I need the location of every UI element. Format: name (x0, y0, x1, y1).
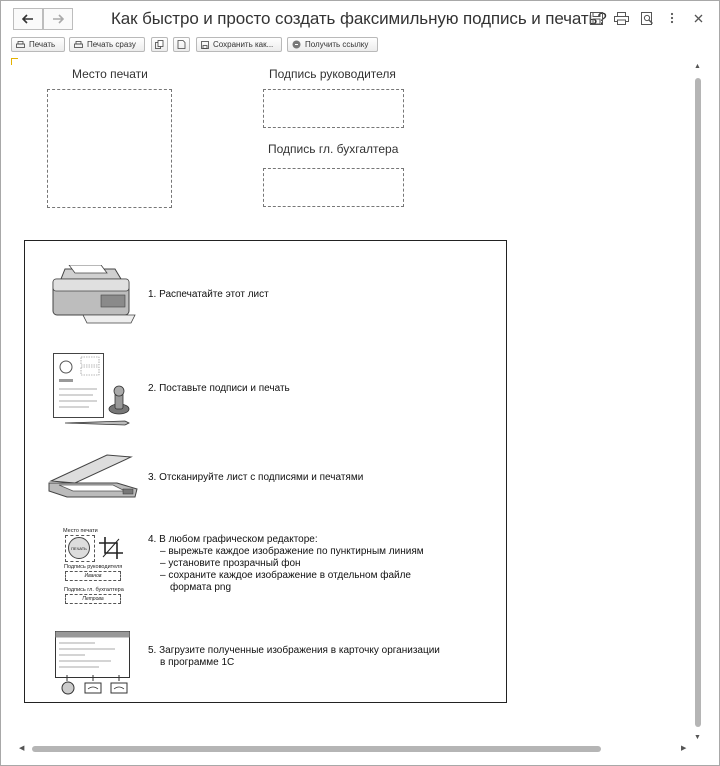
get-link-label: Получить ссылку (305, 40, 369, 49)
back-button[interactable] (13, 8, 43, 30)
horizontal-scroll-thumb[interactable] (32, 746, 601, 752)
copy-button[interactable] (151, 37, 168, 52)
step-5-text (148, 645, 440, 669)
illustration-accountant-caption: Подпись гл. бухгалтера (64, 587, 124, 593)
close-button[interactable] (690, 10, 706, 26)
scroll-right-arrow-icon[interactable]: ▶ (681, 745, 687, 752)
director-signature-placeholder (263, 89, 404, 128)
print-button-label: Печать (29, 40, 56, 49)
window-title: Как быстро и просто создать факсимильную подпись и печать? (111, 9, 607, 28)
illustration-stamp-seal (68, 537, 90, 559)
active-cell-marker (11, 58, 18, 65)
step-4-item: – установите прозрачный фон (160, 558, 301, 569)
page-icon (177, 40, 186, 49)
step-1-text: 1. Распечатайте этот лист (148, 289, 269, 300)
more-menu-button[interactable] (664, 10, 680, 26)
scanner-illustration-icon (47, 453, 139, 501)
arrow-left-icon (22, 14, 34, 24)
step-4-item: формата png (170, 582, 232, 593)
crop-tool-icon (99, 537, 123, 559)
director-signature-label: Подпись руководителя (269, 67, 396, 81)
step-4-item: – вырежьте каждое изображение по пунктирным линиям (160, 546, 424, 557)
save-as-label: Сохранить как... (213, 40, 274, 49)
print-icon-button[interactable] (613, 10, 629, 26)
close-icon (694, 14, 703, 23)
step-5-line-2: в программе 1С (160, 657, 235, 668)
page-settings-button[interactable] (173, 37, 190, 52)
more-vertical-icon (670, 12, 674, 24)
print-immediately-label: Печать сразу (87, 40, 136, 49)
forward-button[interactable] (43, 8, 73, 30)
stamp-place-label: Место печати (72, 67, 148, 81)
vertical-scroll-thumb[interactable] (695, 78, 701, 727)
save-as-button[interactable] (196, 37, 282, 52)
arrow-right-icon (52, 14, 64, 24)
magnifier-page-icon (641, 12, 654, 25)
printer-icon (16, 41, 25, 49)
scroll-up-arrow-icon[interactable]: ▲ (694, 63, 701, 70)
printer-illustration-icon (49, 265, 137, 327)
print-immediately-button[interactable] (69, 37, 145, 52)
scroll-left-arrow-icon[interactable]: ◀ (19, 745, 25, 752)
save-icon-button[interactable] (588, 10, 604, 26)
get-link-button[interactable] (287, 37, 378, 52)
accountant-signature-label: Подпись гл. бухгалтера (268, 142, 399, 156)
illustration-director-box: Иванов (65, 571, 121, 581)
illustration-director-caption: Подпись руководителя (64, 564, 123, 570)
step-4-text (148, 534, 424, 594)
printer-icon (74, 41, 83, 49)
link-icon (292, 40, 301, 49)
floppy-icon (201, 41, 209, 49)
step-2-text: 2. Поставьте подписи и печать (148, 383, 290, 394)
step-4-item: – сохраните каждое изображение в отдельном файле (160, 570, 411, 581)
scroll-down-arrow-icon[interactable]: ▼ (694, 734, 701, 741)
step-5-line-1: 5. Загрузите полученные изображения в карточку организации (148, 645, 440, 656)
step-4-title: 4. В любом графическом редакторе: (148, 534, 318, 545)
print-button[interactable] (11, 37, 65, 52)
accountant-signature-placeholder (263, 168, 404, 207)
illustration-stamp-caption: Место печати (63, 528, 98, 534)
organization-card-illustration-icon (55, 631, 131, 695)
printer-icon (614, 12, 629, 25)
illustration-stamp-word: ПЕЧАТЬ (71, 545, 87, 551)
step-3-text: 3. Отсканируйте лист с подписями и печатями (148, 472, 364, 483)
illustration-accountant-box: Петрова (65, 594, 121, 604)
copy-icon (155, 40, 164, 49)
stamp-placeholder (47, 89, 172, 208)
preview-icon-button[interactable] (639, 10, 655, 26)
floppy-icon (590, 12, 603, 25)
signed-document-illustration-icon (53, 353, 133, 431)
